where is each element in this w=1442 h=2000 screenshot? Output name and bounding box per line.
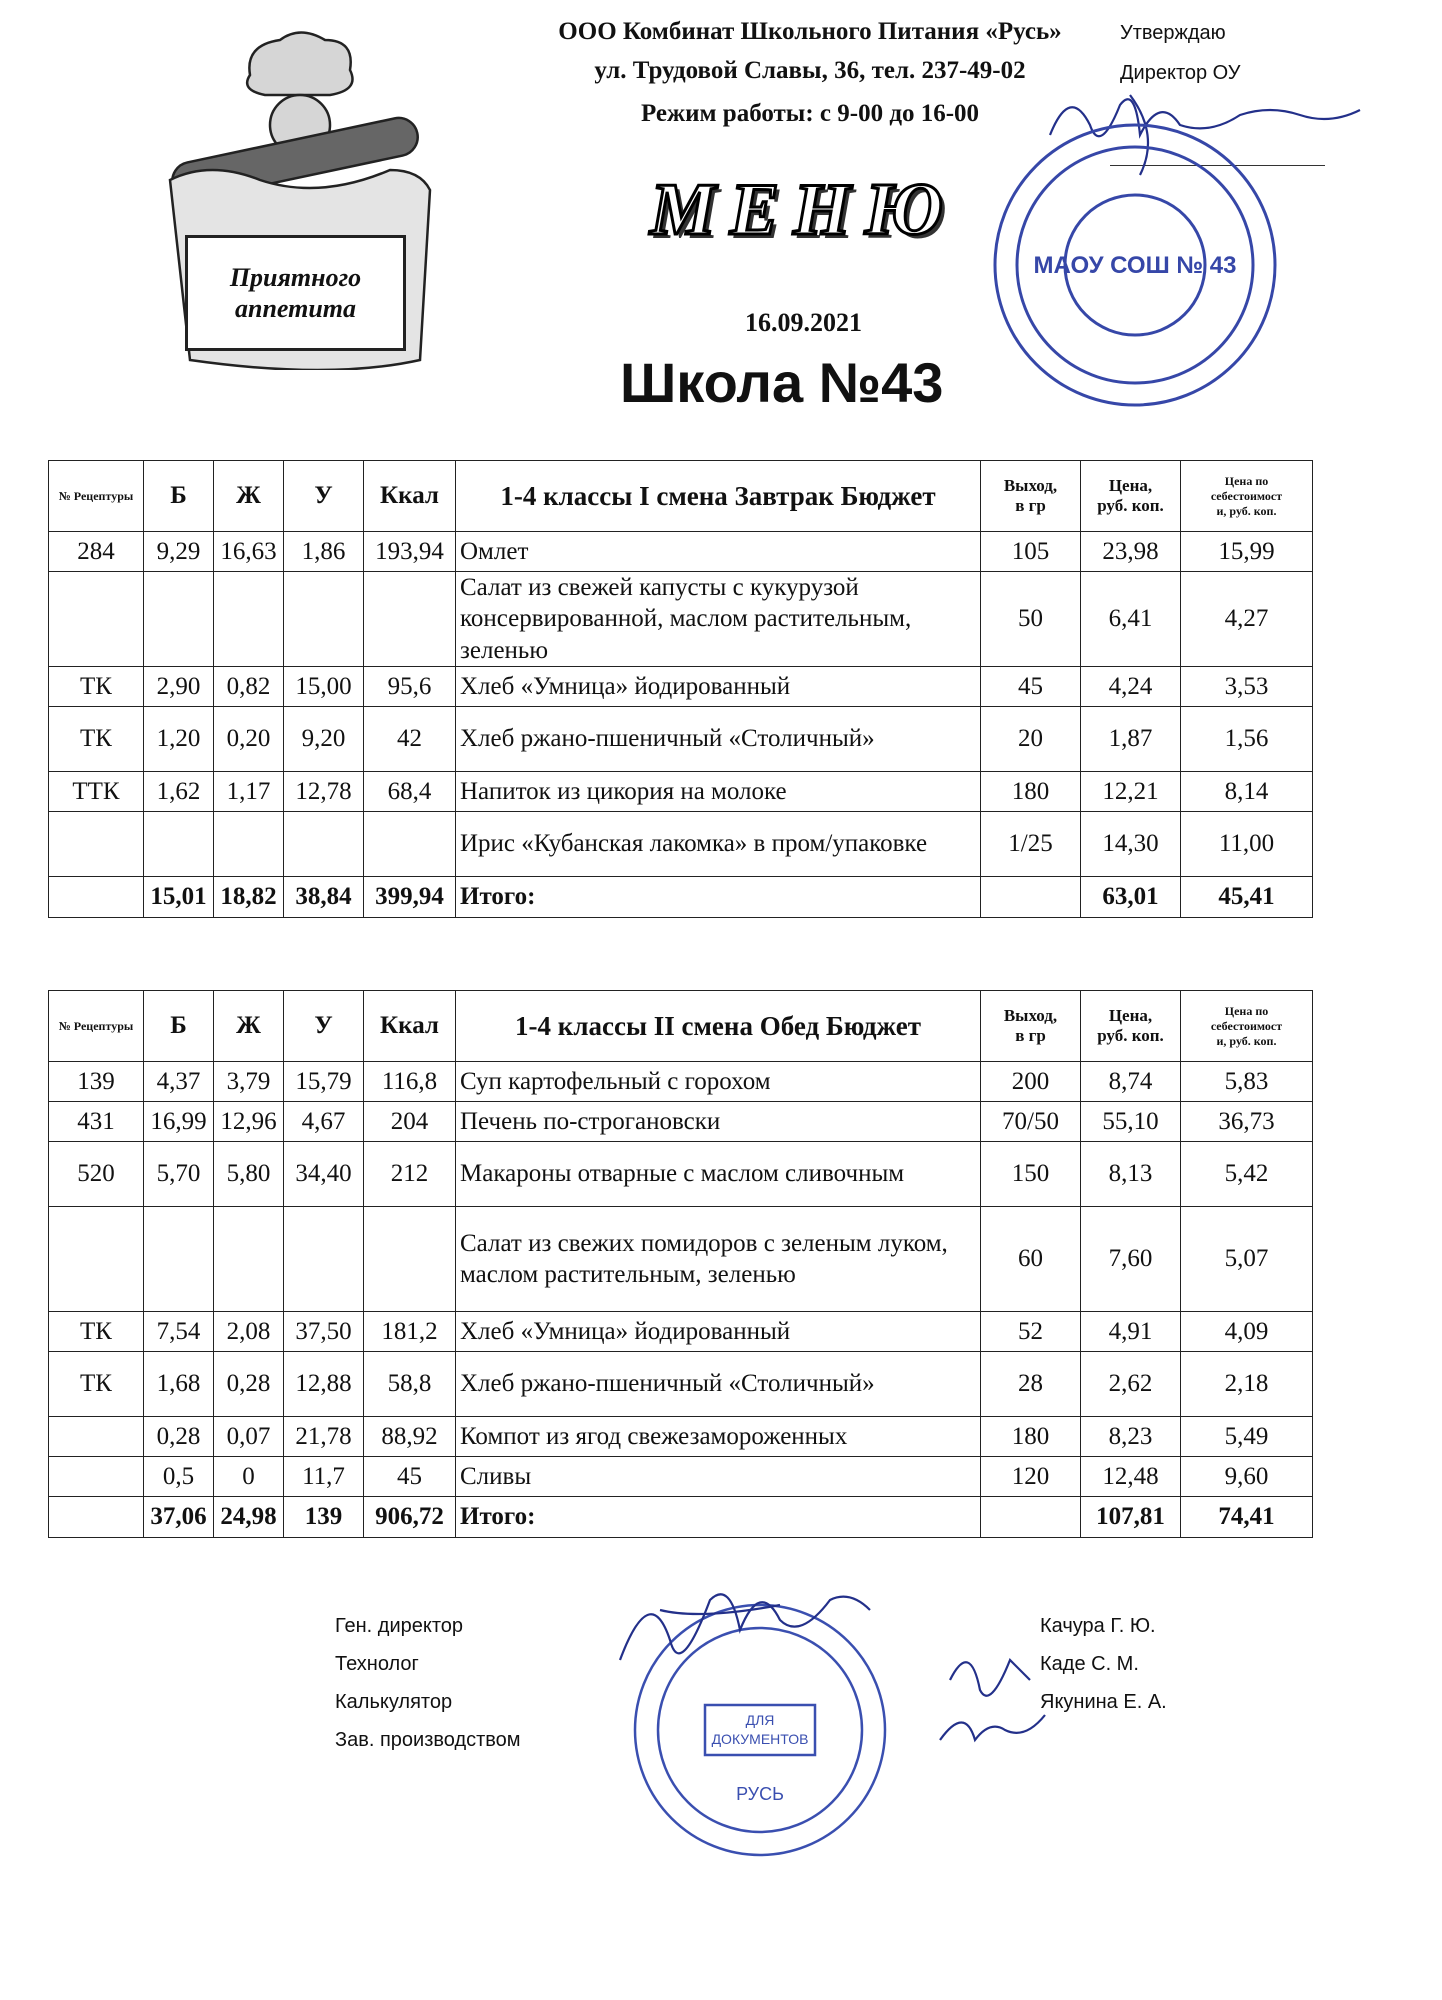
cell-recipe: 284 [49,532,144,572]
breakfast-total-row [49,877,1313,918]
cell-out: 120 [981,1457,1081,1497]
table-row [49,1062,1313,1102]
cell-price: 8,74 [1081,1062,1181,1102]
total-u: 38,84 [284,877,364,918]
cell-kcal: 95,6 [364,667,456,707]
cell-cost: 15,99 [1181,532,1313,572]
logo-sign [185,235,406,351]
total-kcal: 399,94 [364,877,456,918]
role-general-director: Ген. директор [335,1615,464,1637]
cell-price: 8,23 [1081,1417,1181,1457]
approve-label: Утверждаю [1120,22,1226,44]
cell-out: 52 [981,1312,1081,1352]
table-row [49,1417,1313,1457]
total-cost: 74,41 [1181,1497,1313,1538]
cell-cost: 2,18 [1181,1352,1313,1417]
director-signature-2 [600,1570,900,1700]
cell-price: 8,13 [1081,1142,1181,1207]
table-row [49,532,1313,572]
total-price: 107,81 [1081,1497,1181,1538]
cell-price: 55,10 [1081,1102,1181,1142]
cell-u: 4,67 [284,1102,364,1142]
menu-title: МЕНЮ [650,169,957,251]
cell-name: Компот из ягод свежезамороженных [456,1417,981,1457]
cell-u: 12,78 [284,772,364,812]
cell-name: Суп картофельный с горохом [456,1062,981,1102]
cell-price: 7,60 [1081,1207,1181,1312]
breakfast-title: 1-4 классы I смена Завтрак Бюджет [456,461,981,532]
signature-roles [335,1607,521,1759]
col-kcal: Ккал [364,991,456,1062]
table-row [49,1457,1313,1497]
col-recipe: № Рецептуры [49,991,144,1062]
cell-cost: 5,07 [1181,1207,1313,1312]
cell-recipe [49,812,144,877]
cell-zh: 0 [214,1457,284,1497]
total-label: Итого: [456,877,981,918]
total-recipe [49,1497,144,1538]
cell-u: 15,79 [284,1062,364,1102]
cell-b: 7,54 [144,1312,214,1352]
stamp2-line3: РУСЬ [736,1784,784,1804]
cell-price: 1,87 [1081,707,1181,772]
cell-cost: 36,73 [1181,1102,1313,1142]
cell-recipe: 431 [49,1102,144,1142]
cell-b [144,1207,214,1312]
total-cost: 45,41 [1181,877,1313,918]
cell-b: 16,99 [144,1102,214,1142]
cell-out: 45 [981,667,1081,707]
school-stamp [985,115,1285,415]
total-u: 139 [284,1497,364,1538]
cell-zh: 3,79 [214,1062,284,1102]
cell-name: Салат из свежих помидоров с зеленым луком, маслом растительным, зеленью [456,1207,981,1312]
breakfast-table [48,460,1313,918]
total-out [981,1497,1081,1538]
cell-recipe [49,572,144,667]
cell-u [284,1207,364,1312]
menu-date: 16.09.2021 [745,308,862,337]
cell-zh: 16,63 [214,532,284,572]
cell-kcal: 181,2 [364,1312,456,1352]
name-kachura: Качура Г. Ю. [1040,1615,1156,1637]
cell-kcal: 88,92 [364,1417,456,1457]
cell-name: Хлеб ржано-пшеничный «Столичный» [456,1352,981,1417]
cell-out: 70/50 [981,1102,1081,1142]
total-recipe [49,877,144,918]
table-row [49,1352,1313,1417]
cell-out: 180 [981,772,1081,812]
stamp2-line1: ДЛЯ [745,1712,775,1728]
cell-zh: 0,82 [214,667,284,707]
cell-out: 180 [981,1417,1081,1457]
cell-u [284,812,364,877]
cell-name: Печень по-строгановски [456,1102,981,1142]
total-zh: 24,98 [214,1497,284,1538]
cell-u: 15,00 [284,667,364,707]
col-zh: Ж [214,461,284,532]
role-production-head: Зав. производством [335,1729,521,1751]
cell-kcal: 212 [364,1142,456,1207]
cell-cost: 8,14 [1181,772,1313,812]
cell-name: Хлеб «Умница» йодированный [456,1312,981,1352]
cell-cost: 5,42 [1181,1142,1313,1207]
table-row [49,572,1313,667]
company-name: ООО Комбинат Школьного Питания «Русь» [558,18,1062,45]
cell-recipe: ТК [49,1312,144,1352]
col-cost: Цена по себестоимост и, руб. коп. [1181,461,1313,532]
cell-zh: 2,08 [214,1312,284,1352]
col-zh: Ж [214,991,284,1062]
cell-b: 9,29 [144,532,214,572]
cell-cost: 9,60 [1181,1457,1313,1497]
col-kcal: Ккал [364,461,456,532]
cell-out: 200 [981,1062,1081,1102]
cell-recipe: ТТК [49,772,144,812]
table-row [49,772,1313,812]
col-price: Цена, руб. коп. [1081,461,1181,532]
cell-name: Хлеб ржано-пшеничный «Столичный» [456,707,981,772]
total-zh: 18,82 [214,877,284,918]
total-label: Итого: [456,1497,981,1538]
cell-u: 21,78 [284,1417,364,1457]
cell-out: 150 [981,1142,1081,1207]
cell-name: Макароны отварные с маслом сливочным [456,1142,981,1207]
cell-zh [214,572,284,667]
cell-price: 6,41 [1081,572,1181,667]
cell-cost: 11,00 [1181,812,1313,877]
cell-kcal [364,572,456,667]
cell-kcal: 204 [364,1102,456,1142]
table-row [49,1312,1313,1352]
total-b: 37,06 [144,1497,214,1538]
cell-cost: 5,49 [1181,1417,1313,1457]
cell-zh [214,1207,284,1312]
lunch-total-row [49,1497,1313,1538]
cell-name: Сливы [456,1457,981,1497]
cell-zh: 0,07 [214,1417,284,1457]
cell-b [144,812,214,877]
table-row [49,812,1313,877]
cell-b: 1,20 [144,707,214,772]
logo-text-1: Приятного [229,262,362,292]
cell-u: 34,40 [284,1142,364,1207]
cell-recipe [49,1457,144,1497]
col-out: Выход, в гр [981,461,1081,532]
cell-cost: 3,53 [1181,667,1313,707]
cell-u: 1,86 [284,532,364,572]
cell-recipe: ТК [49,667,144,707]
cell-b: 0,5 [144,1457,214,1497]
cell-cost: 4,09 [1181,1312,1313,1352]
cell-name: Салат из свежей капусты с кукурузой консервированной, маслом растительным, зеленью [456,572,981,667]
table-row [49,1142,1313,1207]
col-cost: Цена по себестоимост и, руб. коп. [1181,991,1313,1062]
cell-out: 50 [981,572,1081,667]
cell-name: Омлет [456,532,981,572]
table-row [49,667,1313,707]
stamp2-line2: ДОКУМЕНТОВ [711,1731,809,1747]
cell-recipe: ТК [49,707,144,772]
cell-name: Ирис «Кубанская лакомка» в пром/упаковке [456,812,981,877]
cell-b: 2,90 [144,667,214,707]
cell-u: 12,88 [284,1352,364,1417]
school-name: Школа №43 [620,351,944,414]
col-b: Б [144,461,214,532]
initials-signatures [930,1640,1070,1750]
total-price: 63,01 [1081,877,1181,918]
cell-kcal: 45 [364,1457,456,1497]
lunch-title: 1-4 классы II смена Обед Бюджет [456,991,981,1062]
cell-price: 12,21 [1081,772,1181,812]
cell-u: 37,50 [284,1312,364,1352]
total-out [981,877,1081,918]
table-row [49,1102,1313,1142]
cell-kcal [364,812,456,877]
cell-kcal: 58,8 [364,1352,456,1417]
col-b: Б [144,991,214,1062]
cell-recipe [49,1207,144,1312]
table-row [49,707,1313,772]
cell-name: Напиток из цикория на молоке [456,772,981,812]
stamp-text: МАОУ СОШ № 43 [1033,252,1237,279]
cell-zh: 5,80 [214,1142,284,1207]
cell-cost: 5,83 [1181,1062,1313,1102]
cell-kcal [364,1207,456,1312]
cell-u [284,572,364,667]
company-hours: Режим работы: с 9-00 до 16-00 [640,100,980,127]
col-recipe: № Рецептуры [49,461,144,532]
cell-b: 0,28 [144,1417,214,1457]
cell-price: 12,48 [1081,1457,1181,1497]
cell-b: 1,68 [144,1352,214,1417]
cell-zh: 0,20 [214,707,284,772]
col-price: Цена, руб. коп. [1081,991,1181,1062]
lunch-table [48,990,1313,1538]
cell-recipe [49,1417,144,1457]
cell-out: 28 [981,1352,1081,1417]
company-address: ул. Трудовой Славы, 36, тел. 237-49-02 [594,57,1026,84]
cell-recipe: 139 [49,1062,144,1102]
cell-zh [214,812,284,877]
cell-u: 9,20 [284,707,364,772]
cell-out: 20 [981,707,1081,772]
cell-price: 4,91 [1081,1312,1181,1352]
cell-b: 1,62 [144,772,214,812]
cell-out: 60 [981,1207,1081,1312]
cell-recipe: ТК [49,1352,144,1417]
cell-out: 1/25 [981,812,1081,877]
role-technologist: Технолог [335,1653,419,1675]
table-header [49,461,1313,532]
total-kcal: 906,72 [364,1497,456,1538]
cell-b [144,572,214,667]
approve-role: Директор ОУ [1120,62,1241,84]
cell-kcal: 68,4 [364,772,456,812]
table-row [49,1207,1313,1312]
cell-zh: 12,96 [214,1102,284,1142]
cell-price: 23,98 [1081,532,1181,572]
total-b: 15,01 [144,877,214,918]
name-yakunina: Якунина Е. А. [1040,1691,1167,1713]
logo-text-2: аппетита [234,294,357,323]
cell-recipe: 520 [49,1142,144,1207]
cell-zh: 1,17 [214,772,284,812]
col-out: Выход, в гр [981,991,1081,1062]
cell-cost: 4,27 [1181,572,1313,667]
cell-cost: 1,56 [1181,707,1313,772]
cell-price: 2,62 [1081,1352,1181,1417]
cell-kcal: 42 [364,707,456,772]
cell-price: 4,24 [1081,667,1181,707]
cell-zh: 0,28 [214,1352,284,1417]
cell-name: Хлеб «Умница» йодированный [456,667,981,707]
cell-b: 5,70 [144,1142,214,1207]
name-kade: Каде С. М. [1040,1653,1139,1675]
col-u: У [284,461,364,532]
col-u: У [284,991,364,1062]
cell-kcal: 116,8 [364,1062,456,1102]
cell-out: 105 [981,532,1081,572]
role-calculator: Калькулятор [335,1691,453,1713]
table-header [49,991,1313,1062]
cell-b: 4,37 [144,1062,214,1102]
cell-kcal: 193,94 [364,532,456,572]
cell-u: 11,7 [284,1457,364,1497]
cell-price: 14,30 [1081,812,1181,877]
